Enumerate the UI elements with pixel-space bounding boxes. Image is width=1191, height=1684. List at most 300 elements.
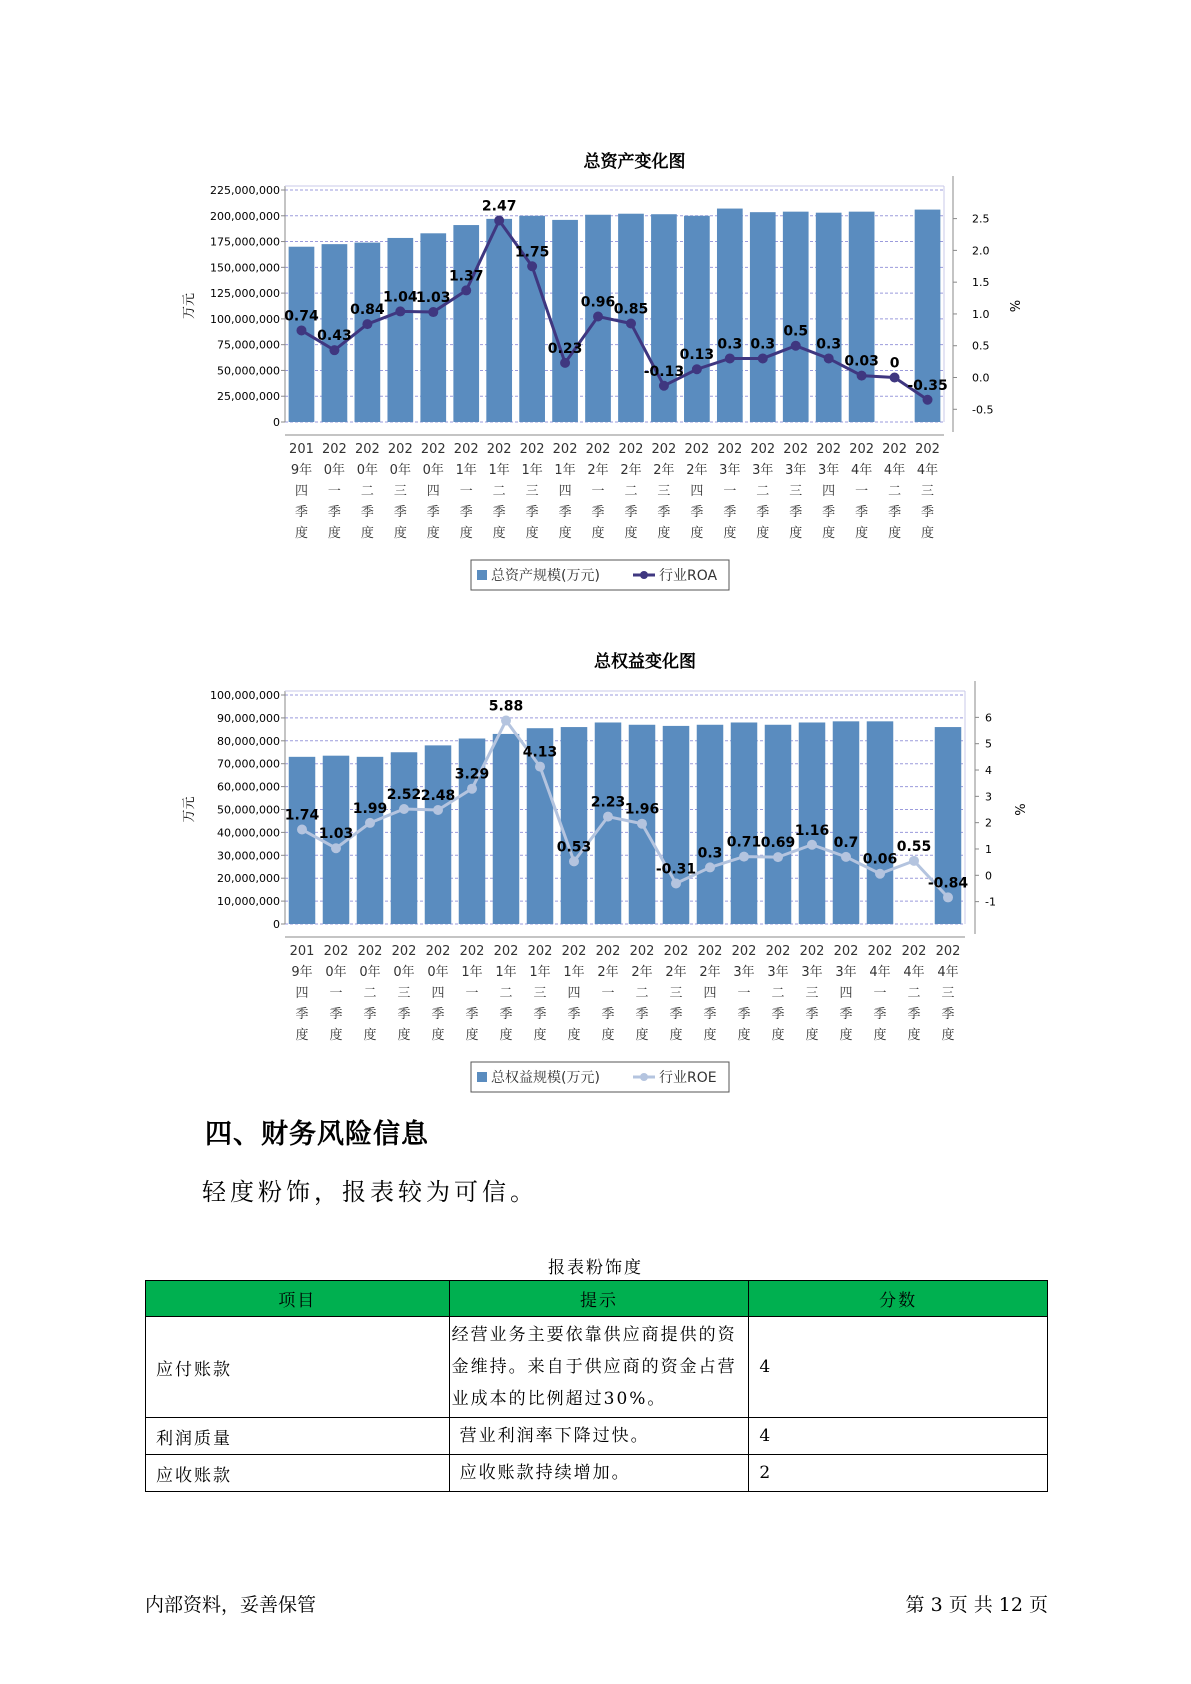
data-label: 0.3 <box>697 845 723 862</box>
data-label: 0.85 <box>613 301 649 318</box>
line-point <box>501 716 511 726</box>
equity-chart-svg <box>0 640 1191 1100</box>
y2-tick-label: -0.5 <box>972 403 994 417</box>
x-tick-label: 二 <box>771 986 785 1001</box>
y-tick-label: 50,000,000 <box>217 364 280 378</box>
bar <box>731 722 758 924</box>
x-tick-label: 0年 <box>422 463 444 478</box>
x-tick-label: 202 <box>387 442 413 457</box>
data-label: 5.88 <box>488 698 524 715</box>
x-tick-label: 季 <box>567 1007 581 1022</box>
x-tick-label: 季 <box>294 505 308 520</box>
x-tick-label: 0年 <box>393 965 415 980</box>
x-tick-label: 季 <box>805 1007 819 1022</box>
x-tick-label: 季 <box>525 505 539 520</box>
x-tick-label: 季 <box>756 505 770 520</box>
y2-tick-label: 0 <box>985 869 992 883</box>
line-point <box>433 805 443 815</box>
x-tick-label: 三 <box>805 986 819 1001</box>
x-tick-label: 三 <box>669 986 683 1001</box>
line-point <box>395 306 405 316</box>
y-tick-label: 40,000,000 <box>217 826 280 840</box>
data-label: 3.29 <box>454 766 490 783</box>
line-point <box>943 892 953 902</box>
data-label: 1.04 <box>383 289 418 306</box>
x-tick-label: 季 <box>690 505 704 520</box>
x-tick-label: 二 <box>363 986 377 1001</box>
x-tick-label: 度 <box>329 1028 343 1043</box>
x-tick-label: 202 <box>799 944 825 959</box>
x-tick-label: 二 <box>756 484 770 499</box>
x-tick-label: 季 <box>492 505 506 520</box>
x-tick-label: 季 <box>723 505 737 520</box>
line-point <box>626 318 636 328</box>
x-tick-label: 度 <box>360 526 374 541</box>
x-tick-label: 度 <box>426 526 440 541</box>
bar <box>750 212 776 422</box>
bar <box>833 721 860 924</box>
line-point <box>362 319 372 329</box>
x-tick-label: 4年 <box>937 965 959 980</box>
data-label: 1.03 <box>318 826 354 843</box>
legend-bar-swatch <box>477 1072 487 1082</box>
x-tick-label: 二 <box>907 986 921 1001</box>
assets-chart-svg <box>0 135 1191 595</box>
x-tick-label: 度 <box>873 1028 887 1043</box>
x-tick-label: 202 <box>765 944 791 959</box>
y2-tick-label: 6 <box>985 711 992 725</box>
section-title: 四、财务风险信息 <box>205 1119 429 1150</box>
x-tick-label: 度 <box>941 1028 955 1043</box>
x-tick-label: 三 <box>525 484 539 499</box>
bar <box>595 722 622 924</box>
header-item: 项目 <box>146 1281 450 1317</box>
data-label: 0.7 <box>833 834 859 851</box>
data-label: 2.23 <box>590 794 626 811</box>
legend-line-label: 行业ROA <box>659 568 718 584</box>
data-label: 0.3 <box>717 336 743 353</box>
row-hint: 营业利润率下降过快。 <box>449 1418 749 1455</box>
data-label: 1.96 <box>624 801 660 818</box>
row-item: 利润质量 <box>146 1418 450 1455</box>
x-tick-label: 202 <box>697 944 723 959</box>
x-tick-label: 四 <box>839 986 853 1001</box>
row-score: 4 <box>749 1317 1048 1418</box>
x-tick-label: 202 <box>651 442 677 457</box>
line-point <box>705 862 715 872</box>
x-tick-label: 度 <box>789 526 803 541</box>
row-score: 4 <box>749 1418 1048 1455</box>
x-tick-label: 度 <box>393 526 407 541</box>
x-tick-label: 度 <box>669 1028 683 1043</box>
x-tick-label: 度 <box>295 1028 309 1043</box>
x-tick-label: 202 <box>527 944 553 959</box>
x-tick-label: 202 <box>519 442 545 457</box>
x-tick-label: 度 <box>601 1028 615 1043</box>
x-tick-label: 季 <box>888 505 902 520</box>
x-tick-label: 四 <box>567 986 581 1001</box>
x-tick-label: 季 <box>393 505 407 520</box>
x-tick-label: 3年 <box>785 463 807 478</box>
x-tick-label: 3年 <box>719 463 741 478</box>
x-tick-label: 202 <box>323 944 349 959</box>
x-tick-label: 季 <box>703 1007 717 1022</box>
bar <box>289 757 316 924</box>
data-label: 0.96 <box>580 294 616 311</box>
x-tick-label: 季 <box>465 1007 479 1022</box>
x-tick-label: 202 <box>629 944 655 959</box>
x-tick-label: 度 <box>624 526 638 541</box>
y-tick-label: 20,000,000 <box>217 872 280 886</box>
legend-line-marker <box>640 1073 648 1081</box>
x-tick-label: 2年 <box>699 965 721 980</box>
x-tick-label: 202 <box>357 944 383 959</box>
x-tick-label: 一 <box>601 986 615 1001</box>
x-tick-label: 0年 <box>323 463 346 478</box>
x-tick-label: 度 <box>327 526 341 541</box>
data-label: 0.74 <box>284 308 319 325</box>
x-tick-label: 202 <box>750 442 776 457</box>
line-point <box>791 341 801 351</box>
data-label: 1.37 <box>448 268 484 285</box>
x-tick-label: 201 <box>289 944 315 959</box>
data-label: 0.71 <box>726 834 762 851</box>
line-point <box>428 307 438 317</box>
x-tick-label: 度 <box>492 526 506 541</box>
x-tick-label: 202 <box>816 442 842 457</box>
x-tick-label: 202 <box>783 442 809 457</box>
line-point <box>593 311 603 321</box>
x-tick-label: 季 <box>624 505 638 520</box>
x-tick-label: 季 <box>921 505 935 520</box>
x-tick-label: 二 <box>635 986 649 1001</box>
line-point <box>560 358 570 368</box>
data-label: 0.3 <box>750 336 776 353</box>
data-label: 0.84 <box>350 302 385 319</box>
risk-table <box>145 1280 1048 1492</box>
x-tick-label: 202 <box>935 944 961 959</box>
x-tick-label: 3年 <box>801 965 823 980</box>
x-tick-label: 三 <box>533 986 547 1001</box>
y-tick-label: 90,000,000 <box>217 711 280 725</box>
x-tick-label: 0年 <box>356 463 379 478</box>
line-point <box>637 819 647 829</box>
table-caption: 报表粉饰度 <box>548 1258 643 1278</box>
y-axis-title: 万元 <box>182 292 197 320</box>
y2-axis-title: % <box>1006 299 1021 313</box>
x-tick-label: 202 <box>731 944 757 959</box>
x-tick-label: 4年 <box>916 463 939 478</box>
y2-tick-label: 0.5 <box>972 339 990 353</box>
x-tick-label: 季 <box>327 505 341 520</box>
x-tick-label: 202 <box>391 944 417 959</box>
x-tick-label: 202 <box>453 442 479 457</box>
line-point <box>494 216 504 226</box>
data-label: 0.13 <box>679 347 715 364</box>
x-tick-label: 四 <box>558 484 572 499</box>
x-tick-label: 202 <box>849 442 875 457</box>
y2-tick-label: 1 <box>985 842 992 856</box>
x-tick-label: 3年 <box>835 965 857 980</box>
y2-tick-label: 2.0 <box>972 244 990 258</box>
x-tick-label: 202 <box>901 944 927 959</box>
x-tick-label: 二 <box>888 484 902 499</box>
x-tick-label: 季 <box>941 1007 955 1022</box>
x-tick-label: 季 <box>397 1007 411 1022</box>
x-tick-label: 2年 <box>653 463 675 478</box>
bar <box>765 725 792 924</box>
x-tick-label: 四 <box>426 484 440 499</box>
x-tick-label: 度 <box>771 1028 785 1043</box>
x-tick-label: 季 <box>558 505 572 520</box>
data-label: 0.5 <box>783 323 809 340</box>
y2-tick-label: -1 <box>985 895 996 909</box>
x-tick-label: 202 <box>595 944 621 959</box>
x-tick-label: 202 <box>322 442 347 457</box>
bar <box>387 238 413 422</box>
x-tick-label: 2年 <box>665 965 687 980</box>
x-tick-label: 一 <box>873 986 887 1001</box>
bar <box>867 721 894 924</box>
x-tick-label: 度 <box>459 526 473 541</box>
y-tick-label: 80,000,000 <box>217 734 280 748</box>
legend-line-marker <box>640 571 648 579</box>
x-tick-label: 1年 <box>529 965 551 980</box>
y-tick-label: 100,000,000 <box>210 312 280 326</box>
y-tick-label: 100,000,000 <box>210 689 280 702</box>
line-point <box>841 852 851 862</box>
x-tick-label: 202 <box>833 944 859 959</box>
x-tick-label: 季 <box>737 1007 751 1022</box>
x-tick-label: 202 <box>882 442 907 457</box>
line-point <box>399 804 409 814</box>
line-point <box>296 325 306 335</box>
x-tick-label: 1年 <box>554 463 576 478</box>
x-tick-label: 2年 <box>620 463 642 478</box>
data-label: 0.3 <box>816 336 842 353</box>
bar <box>697 725 724 924</box>
y-tick-label: 200,000,000 <box>210 209 280 223</box>
x-tick-label: 1年 <box>488 463 510 478</box>
x-tick-label: 季 <box>771 1007 785 1022</box>
x-tick-label: 1年 <box>495 965 517 980</box>
x-tick-label: 0年 <box>325 965 347 980</box>
x-tick-label: 4年 <box>903 965 925 980</box>
data-label: 2.47 <box>481 198 517 215</box>
y-tick-label: 25,000,000 <box>217 390 280 404</box>
x-tick-label: 季 <box>657 505 671 520</box>
bar <box>420 233 446 422</box>
y-tick-label: 0 <box>273 918 280 931</box>
x-tick-label: 季 <box>789 505 803 520</box>
line-point <box>535 762 545 772</box>
line-point <box>467 784 477 794</box>
x-tick-label: 2年 <box>631 965 653 980</box>
x-tick-label: 2年 <box>587 463 609 478</box>
y-tick-label: 70,000,000 <box>217 757 280 771</box>
x-tick-label: 季 <box>669 1007 683 1022</box>
x-tick-label: 季 <box>873 1007 887 1022</box>
x-tick-label: 度 <box>822 526 836 541</box>
x-tick-label: 3年 <box>767 965 789 980</box>
x-tick-label: 度 <box>525 526 539 541</box>
bar <box>783 212 809 422</box>
x-tick-label: 三 <box>657 484 671 499</box>
x-tick-label: 202 <box>618 442 644 457</box>
x-tick-label: 3年 <box>752 463 774 478</box>
x-tick-label: 四 <box>295 986 309 1001</box>
x-tick-label: 季 <box>822 505 836 520</box>
data-label: 0.55 <box>896 838 932 855</box>
x-tick-label: 9年 <box>291 965 313 980</box>
y-tick-label: 225,000,000 <box>210 184 280 197</box>
x-tick-label: 度 <box>591 526 605 541</box>
equity-chart <box>0 640 1191 1100</box>
x-tick-label: 一 <box>465 986 479 1001</box>
x-tick-label: 0年 <box>427 965 449 980</box>
chart-title: 总资产变化图 <box>583 152 686 172</box>
x-tick-label: 202 <box>867 944 893 959</box>
data-label: -0.31 <box>655 861 697 878</box>
data-label: 0.03 <box>844 353 879 370</box>
data-label: 1.99 <box>352 800 388 817</box>
x-tick-label: 季 <box>635 1007 649 1022</box>
x-tick-label: 度 <box>499 1028 513 1043</box>
line-point <box>329 345 339 355</box>
x-tick-label: 度 <box>805 1028 819 1043</box>
x-tick-label: 4年 <box>850 463 873 478</box>
y-tick-label: 75,000,000 <box>217 338 280 352</box>
x-tick-label: 一 <box>459 484 473 499</box>
row-item: 应付账款 <box>146 1317 450 1418</box>
x-tick-label: 四 <box>431 986 445 1001</box>
x-tick-label: 季 <box>601 1007 615 1022</box>
bar <box>552 220 578 422</box>
x-tick-label: 季 <box>459 505 473 520</box>
data-label: 1.75 <box>514 244 550 261</box>
bar <box>561 727 588 924</box>
bar <box>684 216 710 422</box>
line-point <box>739 852 749 862</box>
x-tick-label: 202 <box>585 442 611 457</box>
y-tick-label: 125,000,000 <box>210 287 280 301</box>
x-tick-label: 三 <box>789 484 803 499</box>
x-tick-label: 度 <box>635 1028 649 1043</box>
data-label: 1.16 <box>794 822 830 839</box>
x-tick-label: 度 <box>703 1028 717 1043</box>
x-tick-label: 季 <box>426 505 440 520</box>
x-tick-label: 1年 <box>521 463 543 478</box>
x-tick-label: 202 <box>425 944 451 959</box>
x-tick-label: 一 <box>327 484 341 499</box>
x-tick-label: 202 <box>915 442 940 457</box>
x-tick-label: 3年 <box>818 463 840 478</box>
x-tick-label: 季 <box>855 505 869 520</box>
line-point <box>603 812 613 822</box>
line-point <box>758 353 768 363</box>
legend-bar-label: 总权益规模(万元) <box>491 1070 600 1086</box>
y-tick-label: 150,000,000 <box>210 261 280 275</box>
bar <box>391 752 418 924</box>
bar <box>663 726 690 924</box>
table-row <box>146 1418 1048 1455</box>
x-tick-label: 度 <box>756 526 770 541</box>
x-tick-label: 0年 <box>359 965 381 980</box>
y2-tick-label: 3 <box>985 790 992 804</box>
data-label: 2.52 <box>386 786 422 803</box>
x-tick-label: 202 <box>561 944 587 959</box>
data-label: -0.84 <box>927 875 969 892</box>
data-label: 1.74 <box>284 807 320 824</box>
x-tick-label: 度 <box>431 1028 445 1043</box>
bar <box>816 213 842 422</box>
x-tick-label: 季 <box>907 1007 921 1022</box>
line-point <box>461 285 471 295</box>
x-tick-label: 四 <box>294 484 308 499</box>
row-score: 2 <box>749 1455 1048 1492</box>
x-tick-label: 四 <box>703 986 717 1001</box>
x-tick-label: 季 <box>499 1007 513 1022</box>
y-tick-label: 10,000,000 <box>217 895 280 909</box>
y-tick-label: 30,000,000 <box>217 849 280 863</box>
data-label: 2.48 <box>420 788 456 805</box>
x-tick-label: 9年 <box>290 463 313 478</box>
chart-title: 总权益变化图 <box>594 652 696 672</box>
y2-tick-label: 1.5 <box>972 276 990 290</box>
line-point <box>807 840 817 850</box>
x-tick-label: 3年 <box>733 965 755 980</box>
x-tick-label: 202 <box>663 944 689 959</box>
x-tick-label: 三 <box>921 484 935 499</box>
y-tick-label: 50,000,000 <box>217 803 280 817</box>
x-tick-label: 四 <box>822 484 836 499</box>
x-tick-label: 一 <box>737 986 751 1001</box>
data-label: 4.13 <box>522 744 558 761</box>
x-tick-label: 季 <box>329 1007 343 1022</box>
y-tick-label: 60,000,000 <box>217 780 280 794</box>
row-item: 应收账款 <box>146 1455 450 1492</box>
line-point <box>297 825 307 835</box>
x-tick-label: 度 <box>558 526 572 541</box>
y2-tick-label: 5 <box>985 737 992 751</box>
line-point <box>773 852 783 862</box>
line-point <box>671 878 681 888</box>
x-tick-label: 三 <box>397 986 411 1001</box>
x-tick-label: 度 <box>567 1028 581 1043</box>
line-point <box>365 818 375 828</box>
bar <box>651 214 677 422</box>
y2-tick-label: 2.5 <box>972 212 990 226</box>
x-tick-label: 度 <box>723 526 737 541</box>
x-tick-label: 季 <box>431 1007 445 1022</box>
y-tick-label: 0 <box>273 416 280 429</box>
x-tick-label: 度 <box>888 526 902 541</box>
data-label: -0.13 <box>643 363 685 380</box>
x-tick-label: 202 <box>717 442 743 457</box>
bar <box>486 219 512 422</box>
footer-confidential: 内部资料，妥善保管 <box>145 1594 317 1616</box>
x-tick-label: 一 <box>855 484 869 499</box>
line-point <box>909 856 919 866</box>
x-tick-label: 202 <box>684 442 710 457</box>
x-tick-label: 202 <box>552 442 578 457</box>
x-tick-label: 季 <box>533 1007 547 1022</box>
legend-bar-swatch <box>477 570 487 580</box>
row-hint: 应收账款持续增加。 <box>449 1455 749 1492</box>
line-point <box>331 843 341 853</box>
x-tick-label: 季 <box>591 505 605 520</box>
line-point <box>569 856 579 866</box>
